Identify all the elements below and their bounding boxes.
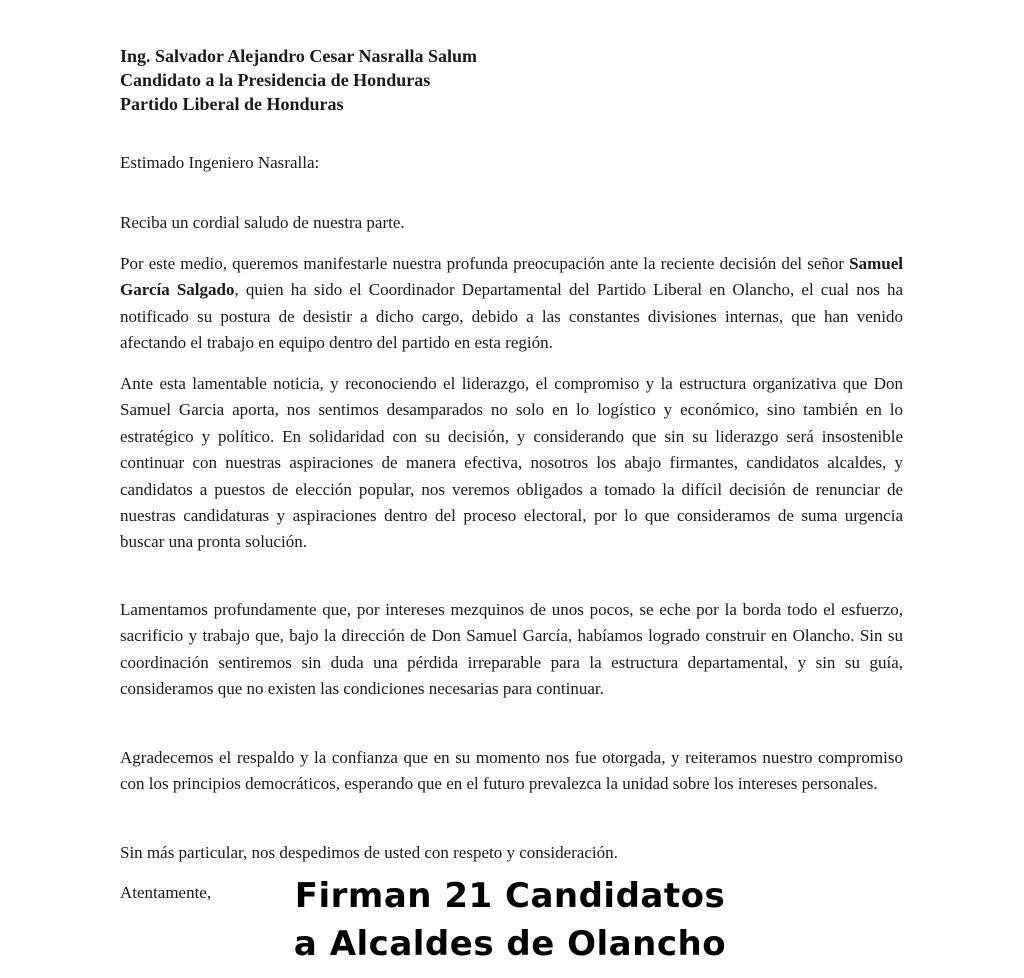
headline-line-2: a Alcaldes de Olancho (293, 924, 727, 964)
signoff: Atentamente, (120, 883, 212, 902)
paragraph-regret: Lamentamos profundamente que, por intereses mezquinos de unos pocos, se eche por la borda todo el esfuerzo, sacrificio y trabajo que, bajo la dirección de Don Samuel García, habíamos logrado construir en Olancho. Sin su coordinación sentiremos sin duda una pérdida irreparable para la estructura departamental, y sin su guía, consideramos que no existen las condiciones necesarias para continuar. (120, 600, 903, 699)
headline-overlay (270, 872, 750, 968)
addressee-party: Partido Liberal de Honduras (120, 94, 344, 114)
paragraph-concern (120, 251, 903, 357)
paragraph-concern-end: , quien ha sido el Coordinador Departamental del Partido Liberal en Olancho, el cual nos ha notificado su postura de desistir a dicho cargo, debido a las constantes divisiones internas, que han venido afectando el trabajo en equipo dentro del partido en esta región. (120, 280, 903, 353)
paragraph-gratitude: Agradecemos el respaldo y la confianza que en su momento nos fue otorgada, y reiteramos nuestro compromiso con los principios democráticos, esperando que en el futuro prevalezca la unidad sobre los intereses personales. (120, 748, 903, 794)
addressee-name: Ing. Salvador Alejandro Cesar Nasralla Salum (120, 46, 478, 66)
addressee-position: Candidato a la Presidencia de Honduras (120, 70, 431, 90)
closing-line: Sin más particular, nos despedimos de usted con respeto y consideración. (120, 843, 618, 862)
paragraph-solidarity: Ante esta lamentable noticia, y reconociendo el liderazgo, el compromiso y la estructura organizativa que Don Samuel Garcia aporta, nos sentimos desamparados no solo en lo logístico y económico, sino también en lo estratégico y político. En solidaridad con su decisión, y considerando que sin su liderazgo será insostenible continuar con nuestras aspiraciones de manera efectiva, nosotros los abajo firmantes, candidatos alcaldes, y candidatos a puestos de elección popular, nos veremos obligados a tomado la difícil decisión de renunciar de nuestras candidaturas y aspiraciones dentro del proceso electoral, por lo que consideramos de suma urgencia buscar una pronta solución. (120, 374, 903, 552)
addressee-block (120, 44, 477, 116)
paragraph-concern-start: Por este medio, queremos manifestarle nuestra profunda preocupación ante la reciente decisión del señor (120, 254, 850, 273)
headline-line-1: Firman 21 Candidatos (294, 876, 726, 916)
greeting: Reciba un cordial saludo de nuestra parte. (120, 213, 405, 232)
salutation: Estimado Ingeniero Nasralla: (120, 153, 320, 172)
coordinator-name: Samuel García Salgado (120, 254, 903, 300)
